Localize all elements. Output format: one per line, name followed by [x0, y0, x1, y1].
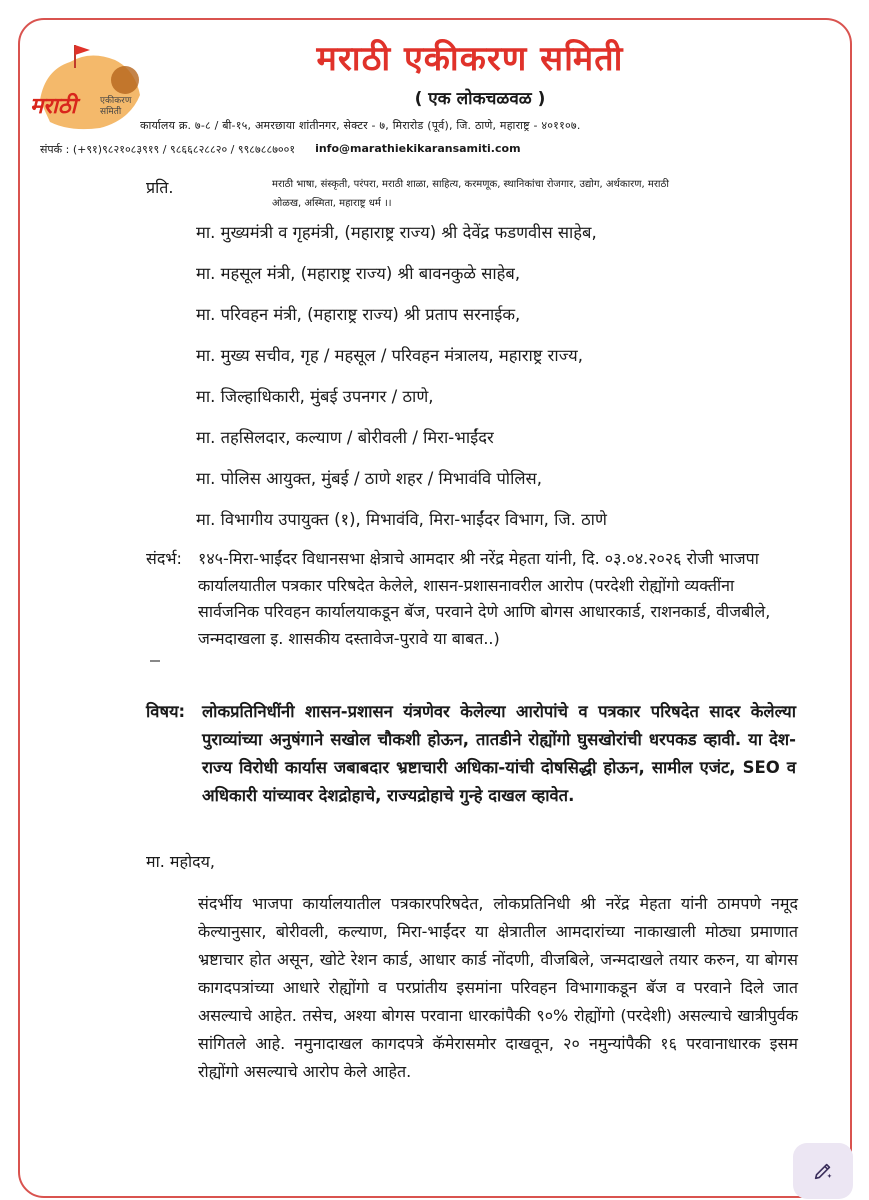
recipient-list — [196, 222, 816, 550]
recipient-item: मा. परिवहन मंत्री, (महाराष्ट्र राज्य) श्री प्रताप सरनाईक, — [196, 305, 521, 324]
subject-block — [146, 698, 796, 810]
edit-button[interactable] — [793, 1143, 853, 1199]
reference-text: १४५-मिरा-भाईंदर विधानसभा क्षेत्राचे आमदार श्री नरेंद्र मेहता यांनी, दि. ०३.०४.२०२६ रोजी भाजपा कार्यालयातील पत्रकार परिषदेत केलेले, शासन-प्रशासनावरील आरोप (परदेशी रोह्योंगो व्यक्तींना सार्वजनिक परिवहन कार्यालयाकडून बॅज, परवाने देणे आणि बोगस आधारकार्ड, राशनकार्ड, वीजबीले, जन्मदाखला इ. शासकीय दस्तावेज-पुरावे या बाबत..) — [198, 549, 771, 648]
org-contact — [40, 142, 840, 157]
recipient-item: मा. मुख्यमंत्री व गृहमंत्री, (महाराष्ट्र राज्य) श्री देवेंद्र फडणवीस साहेब, — [196, 223, 597, 242]
org-name: मराठी एकीकरण समिती — [316, 39, 624, 79]
contact-email[interactable]: info@marathiekikaransamiti.com — [315, 142, 521, 155]
salutation: मा. महोदय, — [146, 852, 215, 871]
org-address: कार्यालय क्र. ७-८ / बी-१५, अमरछाया शांतीनगर, सेक्टर - ७, मिरारोड (पूर्व), जि. ठाणे, महाराष्ट्र - ४०११०७. — [140, 119, 581, 132]
org-logo — [30, 40, 150, 140]
contact-phones: संपर्क : (+९१)९८२१०८३९१९ / ९८६६८२८८२० / ९९८७८८७००१ — [40, 143, 296, 156]
body-paragraph: संदर्भीय भाजपा कार्यालयातील पत्रकारपरिषदेत, लोकप्रतिनिधी श्री नरेंद्र मेहता यांनी ठामपणे नमूद केल्यानुसार, बोरीवली, कल्याण, मिरा-भाईंदर या क्षेत्रातील आमदारांच्या नाकाखाली मोठ्या प्रमाणात भ्रष्टाचार होत असून, खोटे रेशन कार्ड, आधार कार्ड नोंदणी, वीजबिले, जन्मदाखले तयार करुन, या बोगस कागदपत्रांच्या आधारे रोह्योंगो व परप्रांतीय इसमांना परिवहन विभागाकडून बॅज व परवाने दिले जात असल्याचे आहेत. तसेच, अश्या बोगस परवाना धारकांपैकी ९०% रोह्योंगो (परदेशी) असल्याचे खात्रीपुर्वक सांगितले आहे. नमुनादाखल कागदपत्रे कॅमेरासमोर दाखवून, २० नमुन्यांपैकी १६ परवानाधारक इसम रोह्योंगो असल्याचे आरोप केले आहेत. — [198, 894, 798, 1081]
logo-wordmark: मराठी — [30, 93, 77, 119]
pen-sparkle-icon — [812, 1160, 834, 1182]
reference-block — [146, 546, 786, 652]
recipient-item: मा. जिल्हाधिकारी, मुंबई उपनगर / ठाणे, — [196, 387, 434, 406]
recipient-item: मा. विभागीय उपायुक्त (१), मिभावंवि, मिरा-भाईंदर विभाग, जि. ठाणे — [196, 510, 607, 529]
recipient-item: मा. तहसिलदार, कल्याण / बोरीवली / मिरा-भाईंदर — [196, 428, 494, 447]
values-line: मराठी भाषा, संस्कृती, परंपरा, मराठी शाळा, साहित्य, करमणूक, स्थानिकांचा रोजगार, उद्योग, अर्थकारण, मराठी ओळख, अस्मिता, महाराष्ट्र धर्म ।। — [272, 179, 669, 209]
reference-label: संदर्भ: — [146, 549, 182, 568]
recipient-item: मा. मुख्य सचीव, गृह / महसूल / परिवहन मंत्रालय, महाराष्ट्र राज्य, — [196, 346, 583, 365]
recipient-item: मा. महसूल मंत्री, (महाराष्ट्र राज्य) श्री बावनकुळे साहेब, — [196, 264, 521, 283]
recipient-item: मा. पोलिस आयुक्त, मुंबई / ठाणे शहर / मिभावंवि पोलिस, — [196, 469, 542, 488]
org-tagline: ( एक लोकचळवळ ) — [414, 89, 546, 109]
subject-text: लोकप्रतिनिधींनी शासन-प्रशासन यंत्रणेवर केलेल्या आरोपांचे व पत्रकार परिषदेत सादर केलेल्या पुराव्यांच्या अनुषंगाने सखोल चौकशी होऊन, तातडीने रोह्योंगो घुसखोरांची धरपकड व्हावी. या देश-राज्य विरोधी कार्यास जबाबदार भ्रष्टाचारी अधिका-यांची दोषसिद्धी होऊन, सामील एजंट, SEO व अधिकारी यांच्यावर देशद्रोहाचे, राज्यद्रोहाचे गुन्हे दाखल व्हावेत. — [202, 702, 796, 805]
prati-label: प्रति. — [146, 178, 174, 197]
subject-label: विषय: — [146, 702, 186, 721]
logo-subtext: एकीकरण समिती — [100, 96, 132, 117]
margin-mark — [150, 660, 160, 662]
